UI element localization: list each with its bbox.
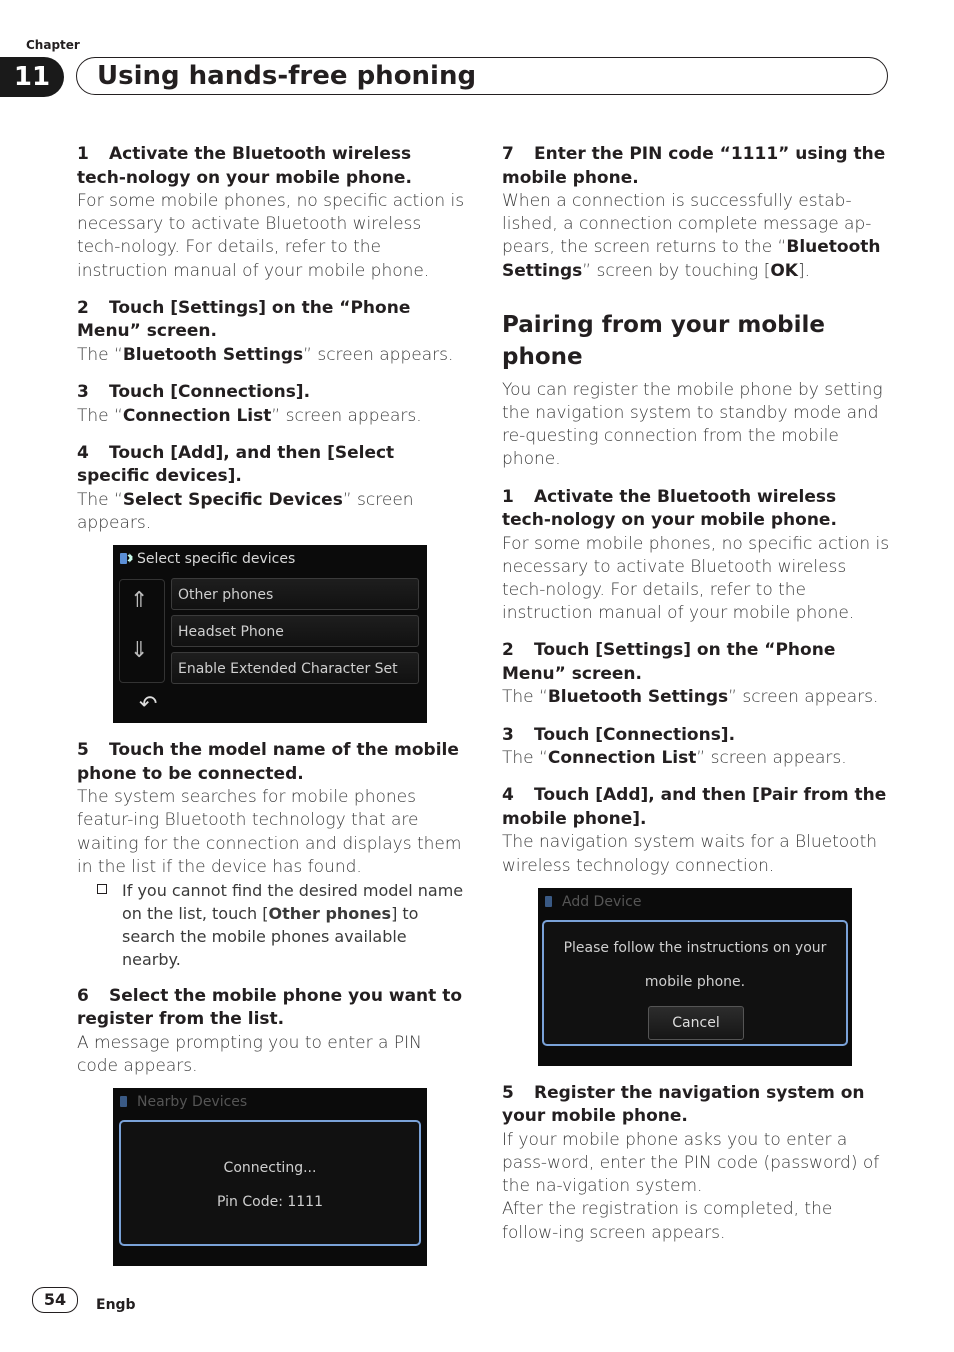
step-2 (77, 297, 465, 367)
step-body-2: After the registration is completed, the follow-ing screen appears. (502, 1199, 833, 1243)
page-number: 54 (32, 1287, 78, 1313)
step-heading: 5 Touch the model name of the mobile phone to be connected. (77, 740, 459, 784)
step-body: For some mobile phones, no specific action is necessary to activate Bluetooth wireless tech-nology. For details, refer to the instruction manual of your mobile phone. (77, 191, 465, 281)
scroll-up-icon[interactable]: ⇑ (130, 588, 149, 614)
dialog-message: Please follow the instructions on your (563, 939, 827, 956)
pairing-step-1 (502, 486, 890, 626)
chapter-number: 11 (0, 57, 64, 97)
chapter-label: Chapter (26, 38, 80, 52)
step-heading: 2 Touch [Settings] on the “Phone Menu” screen. (502, 640, 836, 684)
step-body: If your mobile phone asks you to enter a pass-word, enter the PIN code (password) of the na-vigation system. (502, 1129, 880, 1197)
step-heading: 3 Touch [Connections]. (502, 724, 736, 745)
step-heading: 5 Register the navigation system on your mobile phone. (502, 1082, 865, 1127)
step-5 (77, 739, 465, 971)
dialog-message-line2: mobile phone. (644, 973, 746, 990)
step-body: The “Connection List” screen appears. (77, 405, 422, 426)
step-heading: 7 Enter the PIN code “1111” using the mobile phone. (502, 144, 886, 188)
list-item-extended-charset[interactable]: Enable Extended Character Set (171, 652, 419, 684)
cancel-button[interactable]: Cancel (648, 1006, 744, 1040)
screen-title: Select specific devices (137, 551, 296, 568)
pairing-step-5 (502, 1082, 890, 1245)
screen-title: Add Device (562, 893, 642, 910)
pairing-step-3 (502, 724, 890, 771)
section-heading: Pairing from your mobile phone (502, 311, 825, 370)
step-body: The “Connection List” screen appears. (502, 748, 847, 769)
page-title: Using hands-free phoning (97, 61, 477, 91)
step-body: The navigation system waits for a Bluetooth wireless technology connection. (502, 832, 878, 876)
step-7 (502, 143, 890, 283)
connecting-dialog (119, 1120, 421, 1246)
step-body: The “Select Specific Devices” screen appears. (77, 489, 414, 533)
note-bullet-icon (97, 884, 107, 894)
chapter-title-box (76, 57, 888, 95)
step-4 (77, 442, 465, 535)
section-intro: You can register the mobile phone by setting the navigation system to standby mode and re-questing connection from the mobile phone. (502, 379, 883, 470)
list-item-headset-phone[interactable]: Headset Phone (171, 615, 419, 647)
step-1 (77, 143, 465, 283)
left-column (77, 143, 465, 1282)
add-device-dialog (542, 920, 848, 1046)
bluetooth-phone-icon (544, 894, 559, 909)
step-body: The system searches for mobile phones featur-ing Bluetooth technology that are waiting for the connection and displays them in the list if the device has found. (77, 787, 462, 877)
step-body: The “Bluetooth Settings” screen appears. (502, 687, 879, 708)
step-heading: 4 Touch [Add], and then [Pair from the mobile phone]. (502, 785, 887, 829)
screen-title: Nearby Devices (137, 1094, 248, 1111)
list-item-other-phones[interactable]: Other phones (171, 578, 419, 610)
step-body: When a connection is successfully estab-lished, a connection complete message ap-pears, the screen returns to the “Bluetooth Settings” screen by touching [OK]. (502, 191, 881, 281)
right-column (502, 143, 890, 1259)
step-heading: 3 Touch [Connections]. (77, 382, 311, 403)
step-body: For some mobile phones, no specific action is necessary to activate Bluetooth wireless tech-nology. For details, refer to the instruction manual of your mobile phone. (502, 533, 890, 624)
scroll-down-icon[interactable]: ⇓ (130, 638, 149, 664)
step-heading: 4 Touch [Add], and then [Select specific devices]. (77, 442, 395, 487)
bluetooth-phone-icon (119, 1094, 134, 1109)
dialog-status: Connecting... (223, 1160, 317, 1177)
step-heading: 6 Select the mobile phone you want to register from the list. (77, 985, 463, 1030)
screenshot-select-specific-devices (113, 545, 427, 723)
scroll-controls (119, 579, 165, 683)
language-code: Engb (96, 1297, 136, 1313)
note: If you cannot find the desired model name on the list, touch [Other phones] to search the mobile phones available nearby. (77, 879, 465, 971)
step-3 (77, 381, 465, 428)
step-heading: 2 Touch [Settings] on the “Phone Menu” screen. (77, 297, 411, 342)
step-heading: 1 Activate the Bluetooth wireless tech-nology on your mobile phone. (77, 144, 412, 188)
step-6 (77, 985, 465, 1078)
pairing-step-2 (502, 639, 890, 709)
step-body: A message prompting you to enter a PIN code appears. (77, 1032, 422, 1077)
screenshot-nearby-devices (113, 1088, 427, 1266)
dialog-pin-code: Pin Code: 1111 (217, 1194, 323, 1211)
step-body: The “Bluetooth Settings” screen appears. (77, 344, 454, 365)
step-heading: 1 Activate the Bluetooth wireless tech-nology on your mobile phone. (502, 486, 837, 531)
pairing-step-4 (502, 784, 890, 877)
back-icon[interactable]: ↶ (139, 692, 158, 718)
screenshot-add-device (538, 888, 852, 1066)
bluetooth-phone-icon (119, 551, 134, 566)
